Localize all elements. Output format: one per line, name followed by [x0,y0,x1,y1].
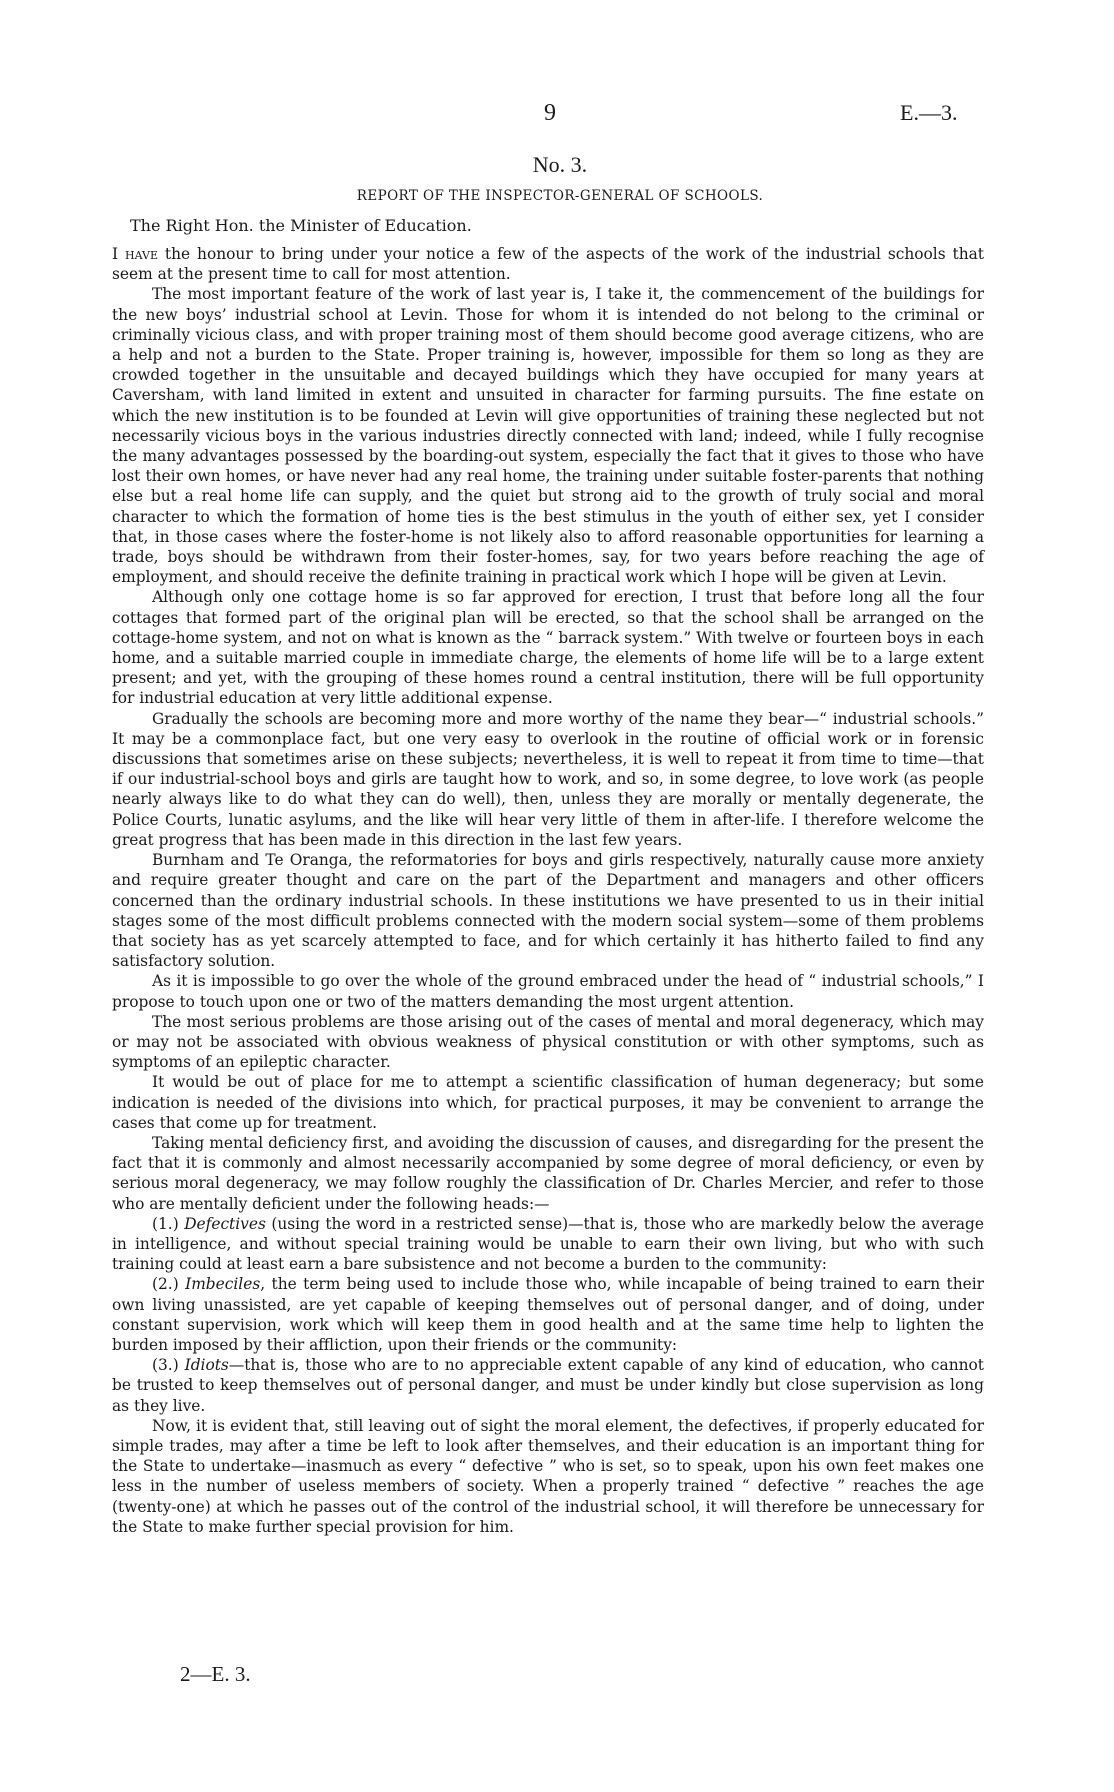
paragraph-1-text: the honour to bring under your notice a few of the aspects of the work of the industrial schools that seem at the present time to call for most attention. [112,245,984,284]
paragraph-10: Now, it is evident that, still leaving out of sight the moral element, the defectives, if properly educated for simple trades, may after a time be left to look after themselves, and their education is an important thing for the State to undertake—inasmuch as every “ defective ” who is set, so to speak, upon his own feet makes one less in the number of useless members of society. When a properly trained “ defective ” reaches the age (twenty-one) at which he passes out of the control of the industrial school, it will therefore be unnecessary for the State to make further special provision for him. [112,1416,984,1536]
list-item-defectives [112,1214,984,1275]
list-number: (3.) [152,1356,185,1375]
report-body [112,244,984,1537]
paragraph-7: The most serious problems are those arising out of the cases of mental and moral degeneracy, which may or may not be associated with obvious weakness of physical constitution or with other symptoms, such as symptoms of an epileptic character. [112,1012,984,1072]
list-number: (1.) [152,1214,185,1233]
list-item-idiots [112,1355,984,1416]
addressee: The Right Hon. the Minister of Education. [130,216,472,235]
list-term: Idiots [184,1356,229,1375]
opening-words: I have [112,245,158,263]
paragraph-1 [112,244,984,284]
document-number: No. 3. [532,152,588,177]
paragraph-4: Gradually the schools are becoming more and more worthy of the name they bear—“ industrial schools.” It may be a commonplace fact, but one very easy to overlook in the routine of official work or in forensic discussions that sometimes arise on these subjects; nevertheless, it is well to repeat it from time to time—that if our industrial-school boys and girls are taught how to work, and so, in some degree, to love work (as people nearly always like to do what they can do well), then, unless they are morally or mentally degenerate, the Police Courts, lunatic asylums, and the like will hear very little of them in after-life. I therefore welcome the great progress that has been made in this direction in the last few years. [112,709,984,849]
signature-mark: 2—E. 3. [180,1662,251,1686]
list-item-imbeciles [112,1274,984,1355]
paragraph-8: It would be out of place for me to attempt a scientific classification of human degeneracy; but some indication is needed of the divisions into which, for practical purposes, it may be convenient to arrange the cases that come up for treatment. [112,1073,984,1132]
paragraph-5: Burnham and Te Oranga, the reformatories for boys and girls respectively, naturally cause more anxiety and require greater thought and care on the part of the Department and managers and other officers concerned than the ordinary industrial schools. In these institutions we have presented to us in their initial stages some of the most difficult problems connected with the modern social system—some of them problems that society has as yet scarcely attempted to face, and for which certainly it has hitherto failed to find any satisfactory solution. [112,851,984,971]
paragraph-2: The most important feature of the work of last year is, I take it, the commencement of the buildings for the new boys’ industrial school at Levin. Those for whom it is intended do not belong to the criminal or criminally vicious class, and with proper training most of them should become good average citizens, who are a help and not a burden to the State. Proper training is, however, impossible for them so long as they are crowded together in the unsuitable and decayed buildings which they have occupied for many years at Caversham, with land limited in extent and unsuited in character for farming pursuits. The fine estate on which the new institution is to be founded at Levin will give opportunities of training these neglected but not necessarily vicious boys in the various industries directly connected with land; indeed, while I fully recognise the many advantages possessed by the boarding-out system, especially the fact that it gives to those who have lost their own homes, or have never had any real home, the training under suitable foster-parents that nothing else but a real home life can supply, and the quiet but strong aid to the growth of truly social and moral character to which the formation of home ties is the best stimulus in the youth of either sex, yet I consider that, in those cases where the foster-home is not likely also to afford reasonable opportunities for learning a trade, boys should be withdrawn from their foster-homes, say, for two years before reaching the age of employment, and should receive the definite training in practical work which I hope will be given at Levin. [112,285,984,587]
list-text: (using the word in a restricted sense)—that is, those who are markedly below the average in intelligence, and without special training would be unable to earn their own living, but who with such training could at least earn a bare subsistence and not become a burden to the community: [112,1214,984,1274]
paragraph-3: Although only one cottage home is so far approved for erection, I trust that before long all the four cottages that formed part of the original plan will be erected, so that the school shall be arranged on the cottage-home system, and not on what is known as the “ barrack system.” With twelve or fourteen boys in each home, and a suitable married couple in immediate charge, the elements of home life will be to a large extent present; and yet, with the grouping of these homes round a central institution, there will be full opportunity for industrial education at very little additional expense. [112,588,984,708]
report-title: REPORT OF THE INSPECTOR-GENERAL OF SCHOOLS. [356,188,764,204]
list-text: , the term being used to include those who, while incapable of being trained to earn their own living unassisted, are yet capable of keeping themselves out of personal danger, and of doing, under constant supervision, work which will keep them in good health and at the same time help to lighten the burden imposed by their affliction, upon their friends or the community: [112,1275,984,1354]
paragraph-6: As it is impossible to go over the whole of the ground embraced under the head of “ industrial schools,” I propose to touch upon one or two of the matters demanding the most urgent attention. [112,972,984,1011]
list-term: Defectives [184,1214,266,1233]
page-number: 9 [544,100,556,126]
list-text: —that is, those who are to no appreciable extent capable of any kind of education, who cannot be trusted to keep themselves out of personal danger, and must be under kindly but close supervision as long as they live. [112,1356,984,1415]
series-reference: E.—3. [900,100,958,125]
list-term: Imbeciles [185,1275,261,1294]
list-number: (2.) [152,1275,186,1294]
paragraph-9: Taking mental deficiency first, and avoiding the discussion of causes, and disregarding for the present the fact that it is commonly and almost necessarily accompanied by some degree of moral deficiency, or even by serious moral degeneracy, we may follow roughly the classification of Dr. Charles Mercier, and refer to those who are mentally deficient under the following heads:— [112,1133,984,1213]
